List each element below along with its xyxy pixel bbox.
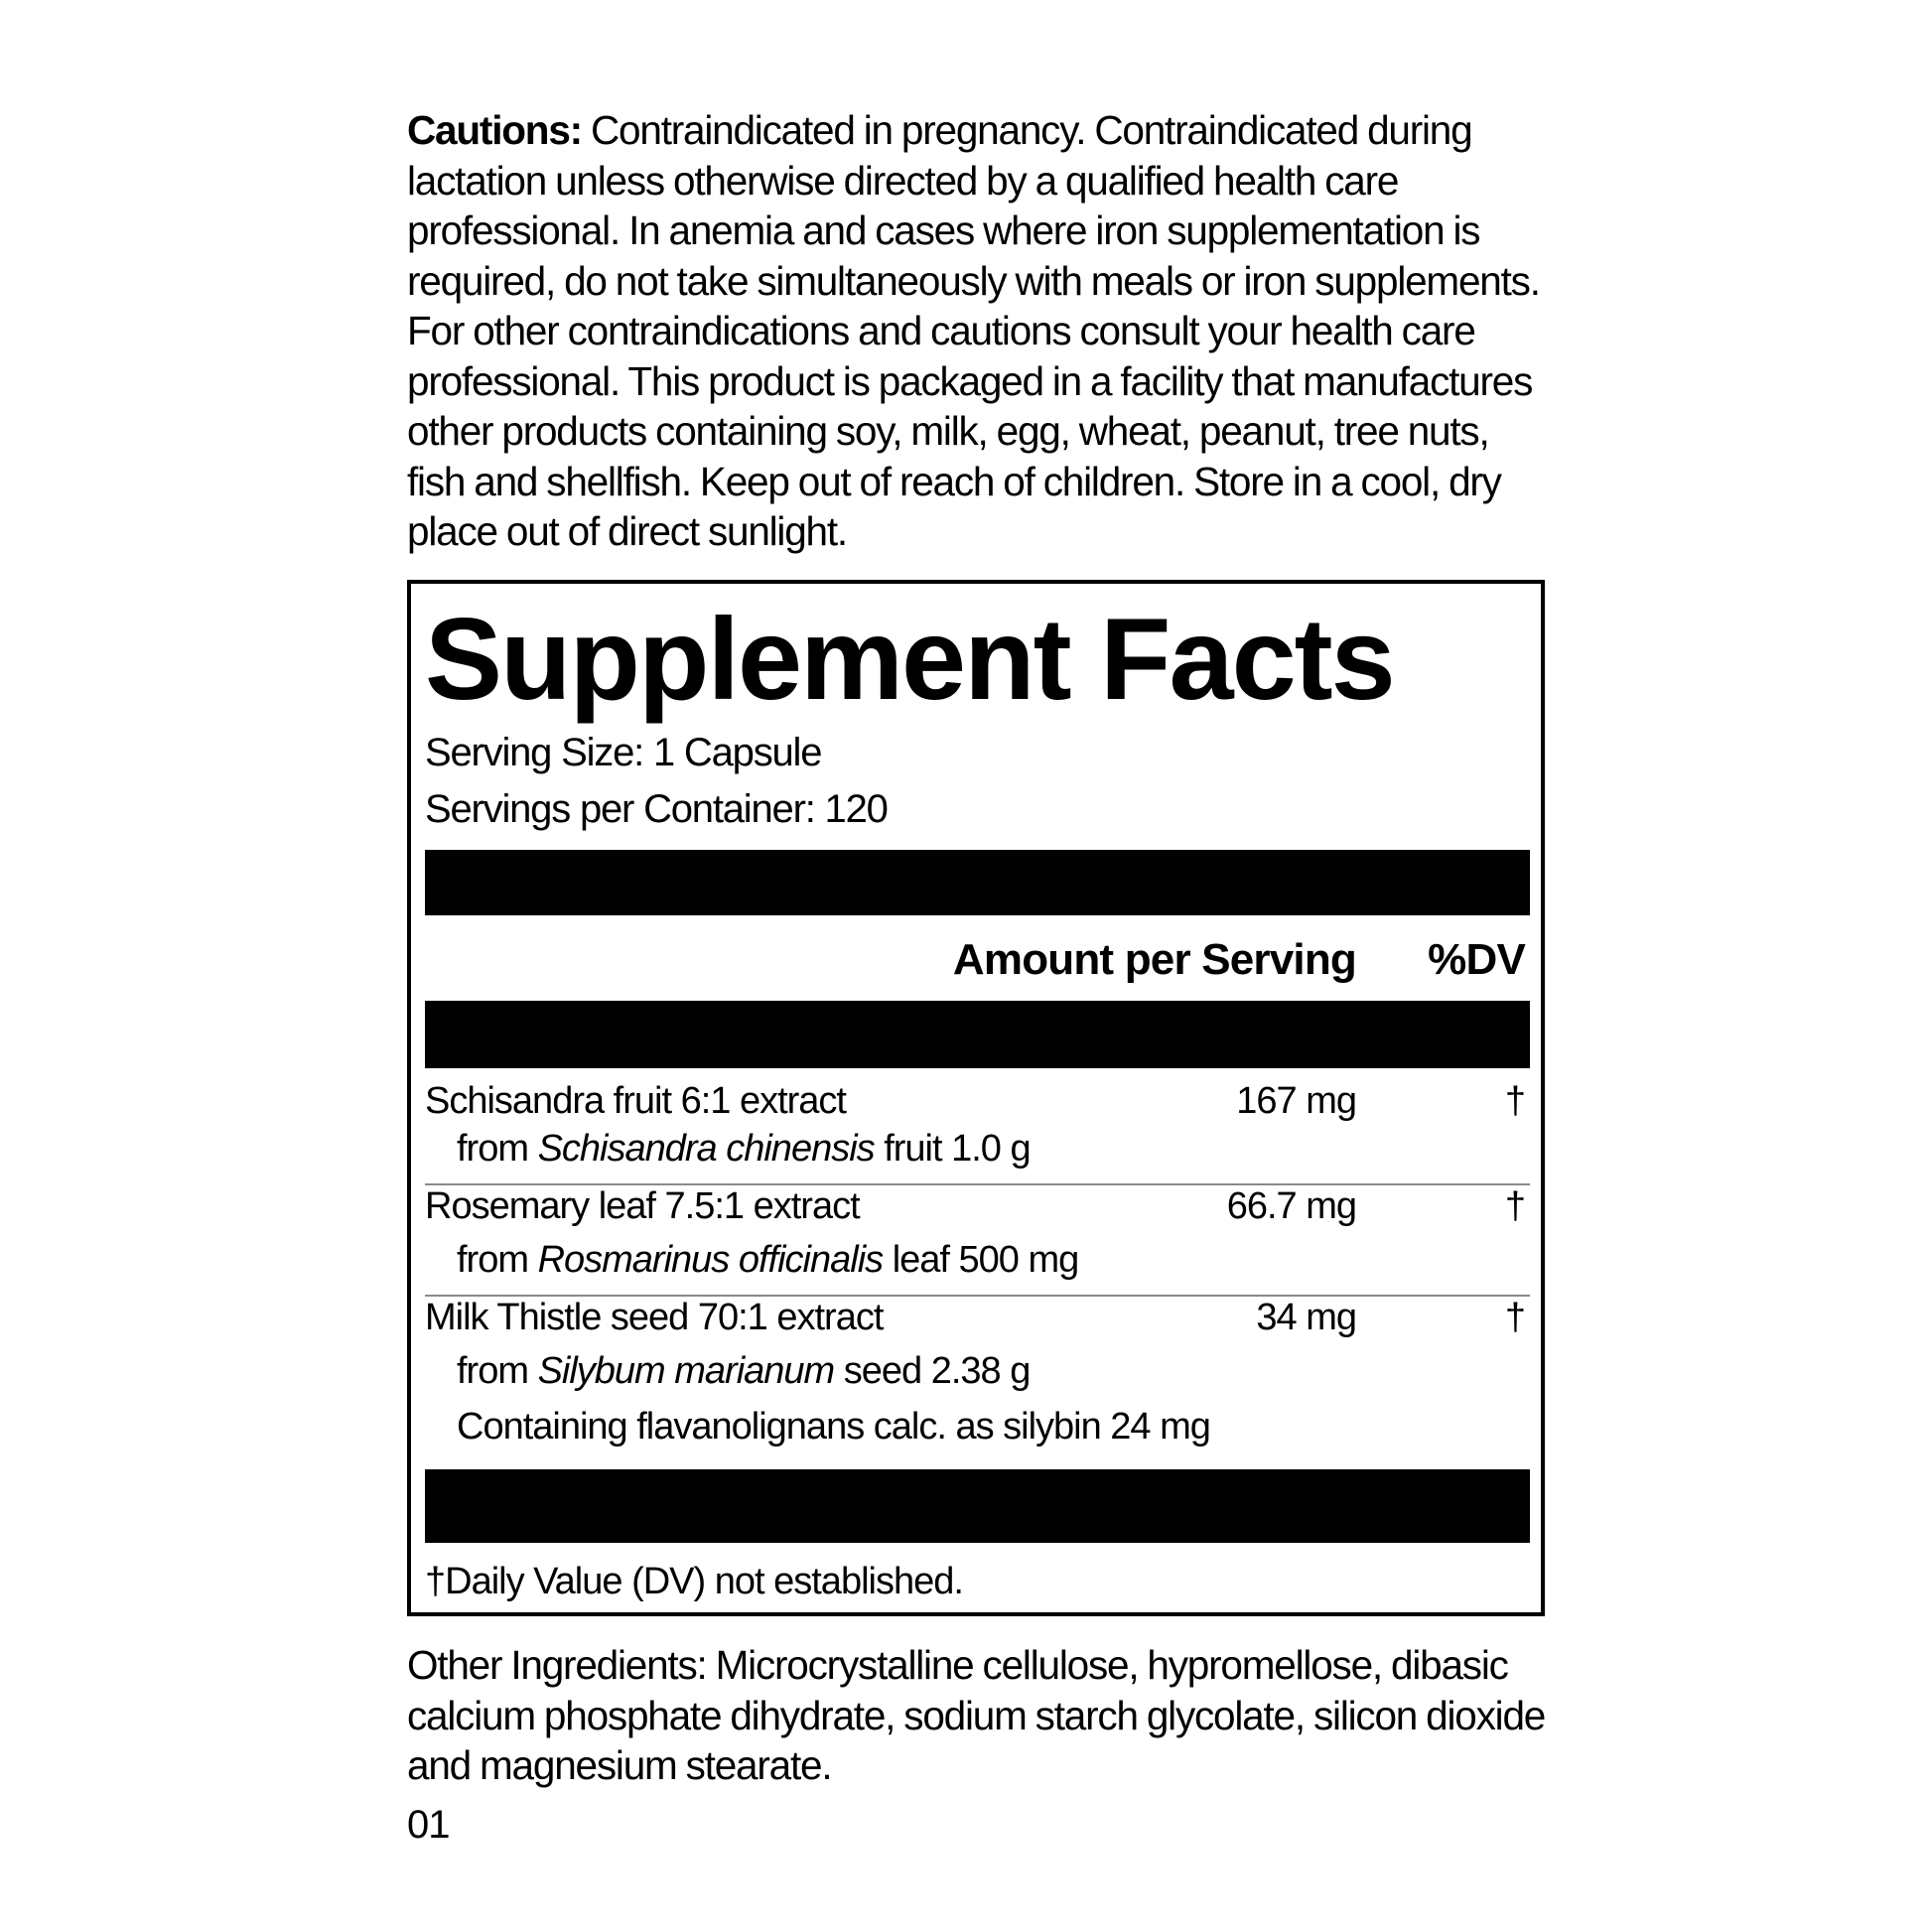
ingredient-amount: 66.7 mg bbox=[1226, 1185, 1356, 1227]
servings-per-container: Servings per Container: 120 bbox=[425, 787, 888, 831]
source-prefix: from bbox=[457, 1239, 538, 1281]
source-prefix: from bbox=[457, 1350, 538, 1392]
ingredient-amount: 34 mg bbox=[1256, 1297, 1356, 1338]
source-species: Schisandra chinensis bbox=[537, 1128, 875, 1170]
source-species: Rosmarinus officinalis bbox=[537, 1239, 884, 1281]
ingredient-dv: † bbox=[1504, 1185, 1525, 1227]
supplement-facts-panel bbox=[407, 580, 1545, 1616]
facts-title: Supplement Facts bbox=[425, 594, 1394, 724]
divider-bar-header bbox=[425, 1001, 1530, 1068]
serving-size: Serving Size: 1 Capsule bbox=[425, 731, 822, 774]
divider-bar-top bbox=[425, 850, 1530, 915]
daily-value-footnote: †Daily Value (DV) not established. bbox=[425, 1561, 963, 1602]
header-daily-value: %DV bbox=[1428, 935, 1525, 984]
ingredient-source bbox=[457, 1128, 1031, 1171]
cautions-paragraph bbox=[407, 105, 1549, 557]
cautions-label: Cautions: bbox=[407, 107, 582, 153]
lot-code: 01 bbox=[407, 1803, 450, 1847]
ingredient-amount: 167 mg bbox=[1236, 1080, 1356, 1122]
other-ingredients: Other Ingredients: Microcrystalline cellulose, hypromellose, dibasic calcium phosphate dihydrate, sodium starch glycolate, silicon dioxide and magnesium stearate. bbox=[407, 1642, 1546, 1788]
source-species: Silybum marianum bbox=[537, 1350, 835, 1392]
ingredient-extra-note: Containing flavanolignans calc. as silybin 24 mg bbox=[457, 1406, 1210, 1448]
ingredient-source bbox=[457, 1239, 1078, 1282]
source-prefix: from bbox=[457, 1128, 538, 1170]
ingredient-name: Milk Thistle seed 70:1 extract bbox=[425, 1297, 884, 1338]
ingredient-name: Rosemary leaf 7.5:1 extract bbox=[425, 1185, 860, 1227]
source-suffix: fruit 1.0 g bbox=[874, 1128, 1031, 1170]
divider-bar-bottom bbox=[425, 1469, 1530, 1543]
cautions-text: Contraindicated in pregnancy. Contraindicated during lactation unless otherwise directed by a qualified health care professional. In anemia and cases where iron supplementation is required, do not take simultaneously with meals or iron supplements. For other contraindications and cautions consult your health care professional. This product is packaged in a facility that manufactures other products containing soy, milk, egg, wheat, peanut, tree nuts, fish and shellfish. Keep out of reach of children. Store in a cool, dry place out of direct sunlight. bbox=[407, 107, 1540, 554]
ingredient-dv: † bbox=[1504, 1080, 1525, 1122]
source-suffix: seed 2.38 g bbox=[834, 1350, 1031, 1392]
header-amount-per-serving: Amount per Serving bbox=[952, 935, 1356, 984]
ingredient-name: Schisandra fruit 6:1 extract bbox=[425, 1080, 846, 1122]
ingredient-dv: † bbox=[1504, 1297, 1525, 1338]
source-suffix: leaf 500 mg bbox=[883, 1239, 1079, 1281]
ingredient-source bbox=[457, 1350, 1030, 1393]
